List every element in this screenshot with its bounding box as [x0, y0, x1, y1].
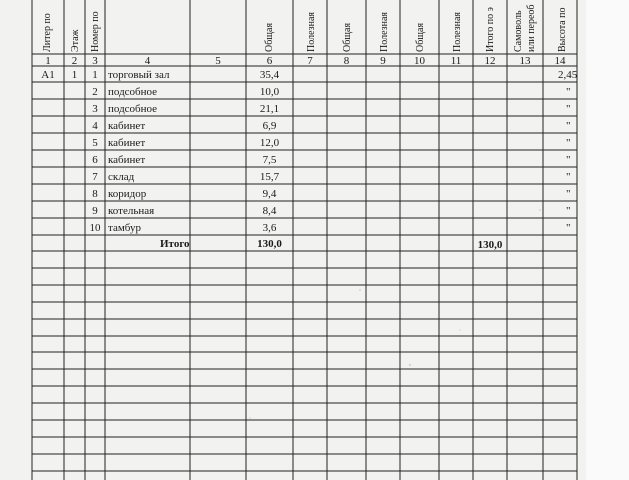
row-1-floor: 1 — [71, 69, 78, 81]
header-total-8: Общая — [342, 22, 353, 52]
row-7-number: 7 — [92, 171, 98, 183]
header-useful-9: Полезная — [379, 12, 390, 52]
header-total-6: Общая — [264, 22, 275, 52]
row-6-name: кабинет — [108, 154, 146, 166]
row-8-name: коридор — [108, 188, 147, 200]
header-unauthorized-13: Самоволь или переоб — [513, 4, 537, 52]
row-7-total: 15,7 — [259, 171, 280, 183]
row-8-total: 9,4 — [262, 188, 277, 200]
row-5-number: 5 — [92, 137, 98, 149]
row-4-name: кабинет — [108, 120, 146, 132]
header-floor-total-12: Итого по э — [485, 7, 496, 52]
row-3-number: 3 — [92, 103, 98, 115]
row-1-total: 35,4 — [259, 69, 280, 81]
row-10-name: тамбур — [108, 222, 141, 234]
row-8-number: 8 — [92, 188, 98, 200]
row-7-height: " — [566, 171, 571, 183]
col-num-3: 3 — [92, 55, 98, 67]
row-5-height: " — [566, 137, 571, 149]
row-1-name: торговый зал — [108, 69, 170, 81]
col-num-12: 12 — [484, 55, 496, 67]
col-num-8: 8 — [343, 55, 350, 67]
row-3-name: подсобное — [108, 103, 158, 115]
row-10-total: 3,6 — [262, 222, 277, 234]
row-2-height: " — [566, 86, 571, 98]
col-num-1: 1 — [45, 55, 51, 67]
row-1-height: 2,45 — [558, 69, 578, 81]
col-num-6: 6 — [266, 55, 273, 67]
header-useful-11: Полезная — [452, 12, 463, 52]
row-9-total: 8,4 — [262, 205, 277, 217]
row-9-height: " — [566, 205, 571, 217]
col-num-11: 11 — [450, 55, 462, 67]
col-num-9: 9 — [380, 55, 386, 67]
row-9-name: котельная — [108, 205, 155, 217]
header-floor: Этаж — [70, 29, 81, 52]
header-useful-7: Полезная — [306, 12, 317, 52]
row-10-height: " — [566, 222, 571, 234]
col-num-14: 14 — [554, 55, 566, 67]
row-8-height: " — [566, 188, 571, 200]
col-num-13: 13 — [519, 55, 531, 67]
row-9-number: 9 — [92, 205, 98, 217]
col-num-5: 5 — [215, 55, 221, 67]
row-4-total: 6,9 — [262, 120, 277, 132]
row-2-name: подсобное — [108, 86, 158, 98]
header-room-number: Номер по — [90, 11, 101, 52]
row-1-liter: А1 — [41, 69, 55, 81]
row-5-name: кабинет — [108, 137, 146, 149]
row-3-total: 21,1 — [259, 103, 280, 115]
row-2-number: 2 — [92, 86, 98, 98]
col-num-4: 4 — [144, 55, 151, 67]
totals-floor-total: 130,0 — [477, 239, 503, 251]
row-2-total: 10,0 — [259, 86, 280, 98]
totals-total: 130,0 — [257, 238, 282, 250]
header-liter: Литер по — [42, 13, 53, 52]
header-height-14: Высота по — [557, 7, 568, 52]
col-num-2: 2 — [71, 55, 78, 67]
col-num-10: 10 — [414, 55, 425, 67]
row-3-height: " — [566, 103, 571, 115]
row-6-number: 6 — [92, 154, 98, 166]
row-6-height: " — [566, 154, 571, 166]
row-7-name: склад — [108, 171, 135, 183]
row-5-total: 12,0 — [259, 137, 280, 149]
totals-label: Итого — [160, 238, 190, 250]
row-4-number: 4 — [92, 120, 98, 132]
row-6-total: 7,5 — [262, 154, 277, 166]
row-1-number: 1 — [92, 69, 98, 81]
col-num-7: 7 — [307, 55, 313, 67]
header-total-10: Общая — [415, 22, 426, 52]
row-10-number: 10 — [89, 222, 101, 234]
page-edge — [586, 0, 629, 480]
row-4-height: " — [566, 120, 571, 132]
